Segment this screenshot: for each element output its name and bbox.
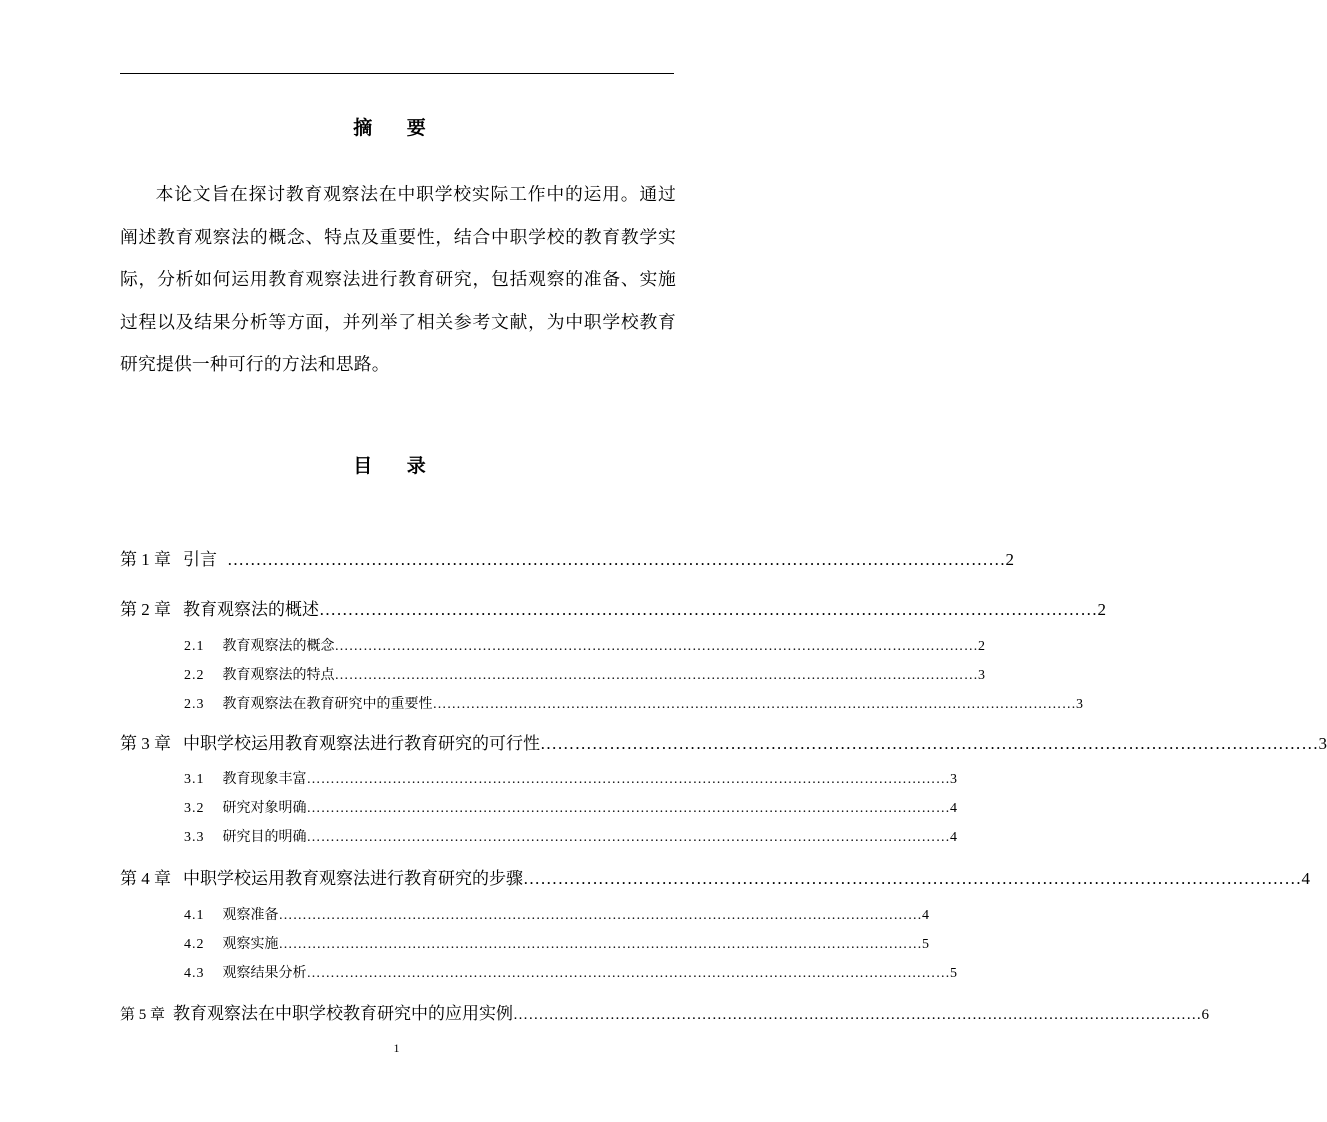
toc-leader-dots: ……………………………………………………………………………………………………………………… (306, 801, 950, 816)
toc-entry-title: 观察准备 (222, 907, 279, 923)
toc-entry-title: 教育观察法的概念 (222, 638, 335, 654)
header-rule (120, 73, 674, 74)
toc-entry-title: 引言 (183, 550, 217, 570)
toc-leader-dots: ……………………………………………………………………………………………………………………… (432, 697, 1076, 712)
toc-entry-title: 观察实施 (222, 936, 279, 952)
toc-entry-page: 5 (922, 937, 929, 952)
toc-entry-page: 3 (1076, 697, 1083, 712)
toc-entry-page: 6 (1201, 1007, 1210, 1023)
toc-leader-dots: ……………………………………………………………………………………………………………………… (306, 830, 950, 845)
toc-leader-dots: ……………………………………………………………………………………………………………………… (513, 1007, 1202, 1023)
toc-entry-section-3-2[interactable] (184, 797, 957, 817)
toc-entry-number: 4.1 (184, 908, 205, 923)
toc-leader-dots: ……………………………………………………………………………………………………………………… (523, 869, 1302, 888)
toc-entry-number: 第 3 章 (120, 734, 171, 753)
toc-entry-title: 中职学校运用教育观察法进行教育研究的步骤 (183, 869, 523, 889)
toc-entry-number: 第 4 章 (120, 869, 171, 888)
toc-title: 目 录 (353, 455, 440, 477)
toc-entry-page: 4 (922, 908, 929, 923)
toc-entry-page: 3 (978, 668, 985, 683)
toc-entry-chapter-5[interactable] (120, 999, 1210, 1024)
toc-entry-page: 3 (950, 772, 957, 787)
toc-leader-dots: ……………………………………………………………………………………………………………………… (319, 600, 1098, 619)
toc-leader-dots: ……………………………………………………………………………………………………………………… (306, 772, 950, 787)
toc-entry-title: 教育观察法在中职学校教育研究中的应用实例 (173, 1004, 514, 1024)
toc-entry-title: 研究目的明确 (222, 829, 307, 845)
toc-leader-dots: ……………………………………………………………………………………………………………………… (227, 550, 1006, 569)
toc-entry-number: 第 5 章 (120, 1007, 166, 1023)
toc-entry-number: 2.2 (184, 668, 205, 683)
toc-leader-dots: ……………………………………………………………………………………………………………………… (278, 937, 922, 952)
toc-entry-page: 3 (1318, 734, 1327, 753)
toc-entry-section-3-1[interactable] (184, 768, 957, 788)
toc-leader-dots: ……………………………………………………………………………………………………………………… (278, 908, 922, 923)
toc-leader-dots: ……………………………………………………………………………………………………………………… (334, 639, 978, 654)
toc-entry-title: 教育观察法在教育研究中的重要性 (222, 696, 433, 712)
toc-entry-number: 3.2 (184, 801, 205, 816)
toc-entry-title: 教育观察法的特点 (222, 667, 335, 683)
toc-entry-number: 第 2 章 (120, 600, 171, 619)
toc-entry-chapter-3[interactable] (120, 729, 1327, 754)
toc-entry-number: 2.3 (184, 697, 205, 712)
toc-leader-dots: ……………………………………………………………………………………………………………………… (334, 668, 978, 683)
toc-entry-page: 2 (1097, 600, 1106, 619)
toc-entry-chapter-4[interactable] (120, 864, 1310, 889)
toc-entry-title: 研究对象明确 (222, 800, 307, 816)
toc-entry-number: 2.1 (184, 639, 205, 654)
page-number: 1 (393, 1041, 400, 1055)
toc-entry-chapter-1[interactable] (120, 545, 1014, 570)
toc-entry-number: 4.3 (184, 966, 205, 981)
toc-entry-page: 4 (950, 830, 957, 845)
abstract-title: 摘 要 (353, 117, 440, 139)
toc-entry-number: 第 1 章 (120, 550, 171, 569)
toc-entry-section-2-2[interactable] (184, 664, 985, 684)
toc-entry-section-3-3[interactable] (184, 826, 957, 846)
toc-entry-number: 4.2 (184, 937, 205, 952)
toc-entry-page: 5 (950, 966, 957, 981)
toc-entry-section-2-3[interactable] (184, 693, 1083, 713)
toc-leader-dots: ……………………………………………………………………………………………………………………… (540, 734, 1319, 753)
toc-entry-number: 3.3 (184, 830, 205, 845)
toc-entry-section-4-2[interactable] (184, 933, 929, 953)
abstract-body: 本论文旨在探讨教育观察法在中职学校实际工作中的运用。通过阐述教育观察法的概念、特点及重要性，结合中职学校的教育教学实际，分析如何运用教育观察法进行教育研究，包括观察的准备、实施过程以及结果分析等方面，并列举了相关参考文献，为中职学校教育研究提供一种可行的方法和思路。 (120, 184, 676, 375)
toc-entry-section-2-1[interactable] (184, 635, 985, 655)
toc-entry-title: 教育观察法的概述 (183, 600, 319, 620)
toc-entry-section-4-1[interactable] (184, 904, 929, 924)
toc-entry-page: 4 (1301, 869, 1310, 888)
toc-entry-title: 中职学校运用教育观察法进行教育研究的可行性 (183, 734, 540, 754)
toc-entry-page: 2 (978, 639, 985, 654)
toc-entry-section-4-3[interactable] (184, 962, 957, 982)
toc-entry-chapter-2[interactable] (120, 595, 1106, 620)
toc-entry-page: 2 (1005, 550, 1014, 569)
toc-entry-number: 3.1 (184, 772, 205, 787)
toc-entry-title: 教育现象丰富 (222, 771, 307, 787)
toc-leader-dots: ……………………………………………………………………………………………………………………… (306, 966, 950, 981)
toc-entry-page: 4 (950, 801, 957, 816)
toc-entry-title: 观察结果分析 (222, 965, 307, 981)
